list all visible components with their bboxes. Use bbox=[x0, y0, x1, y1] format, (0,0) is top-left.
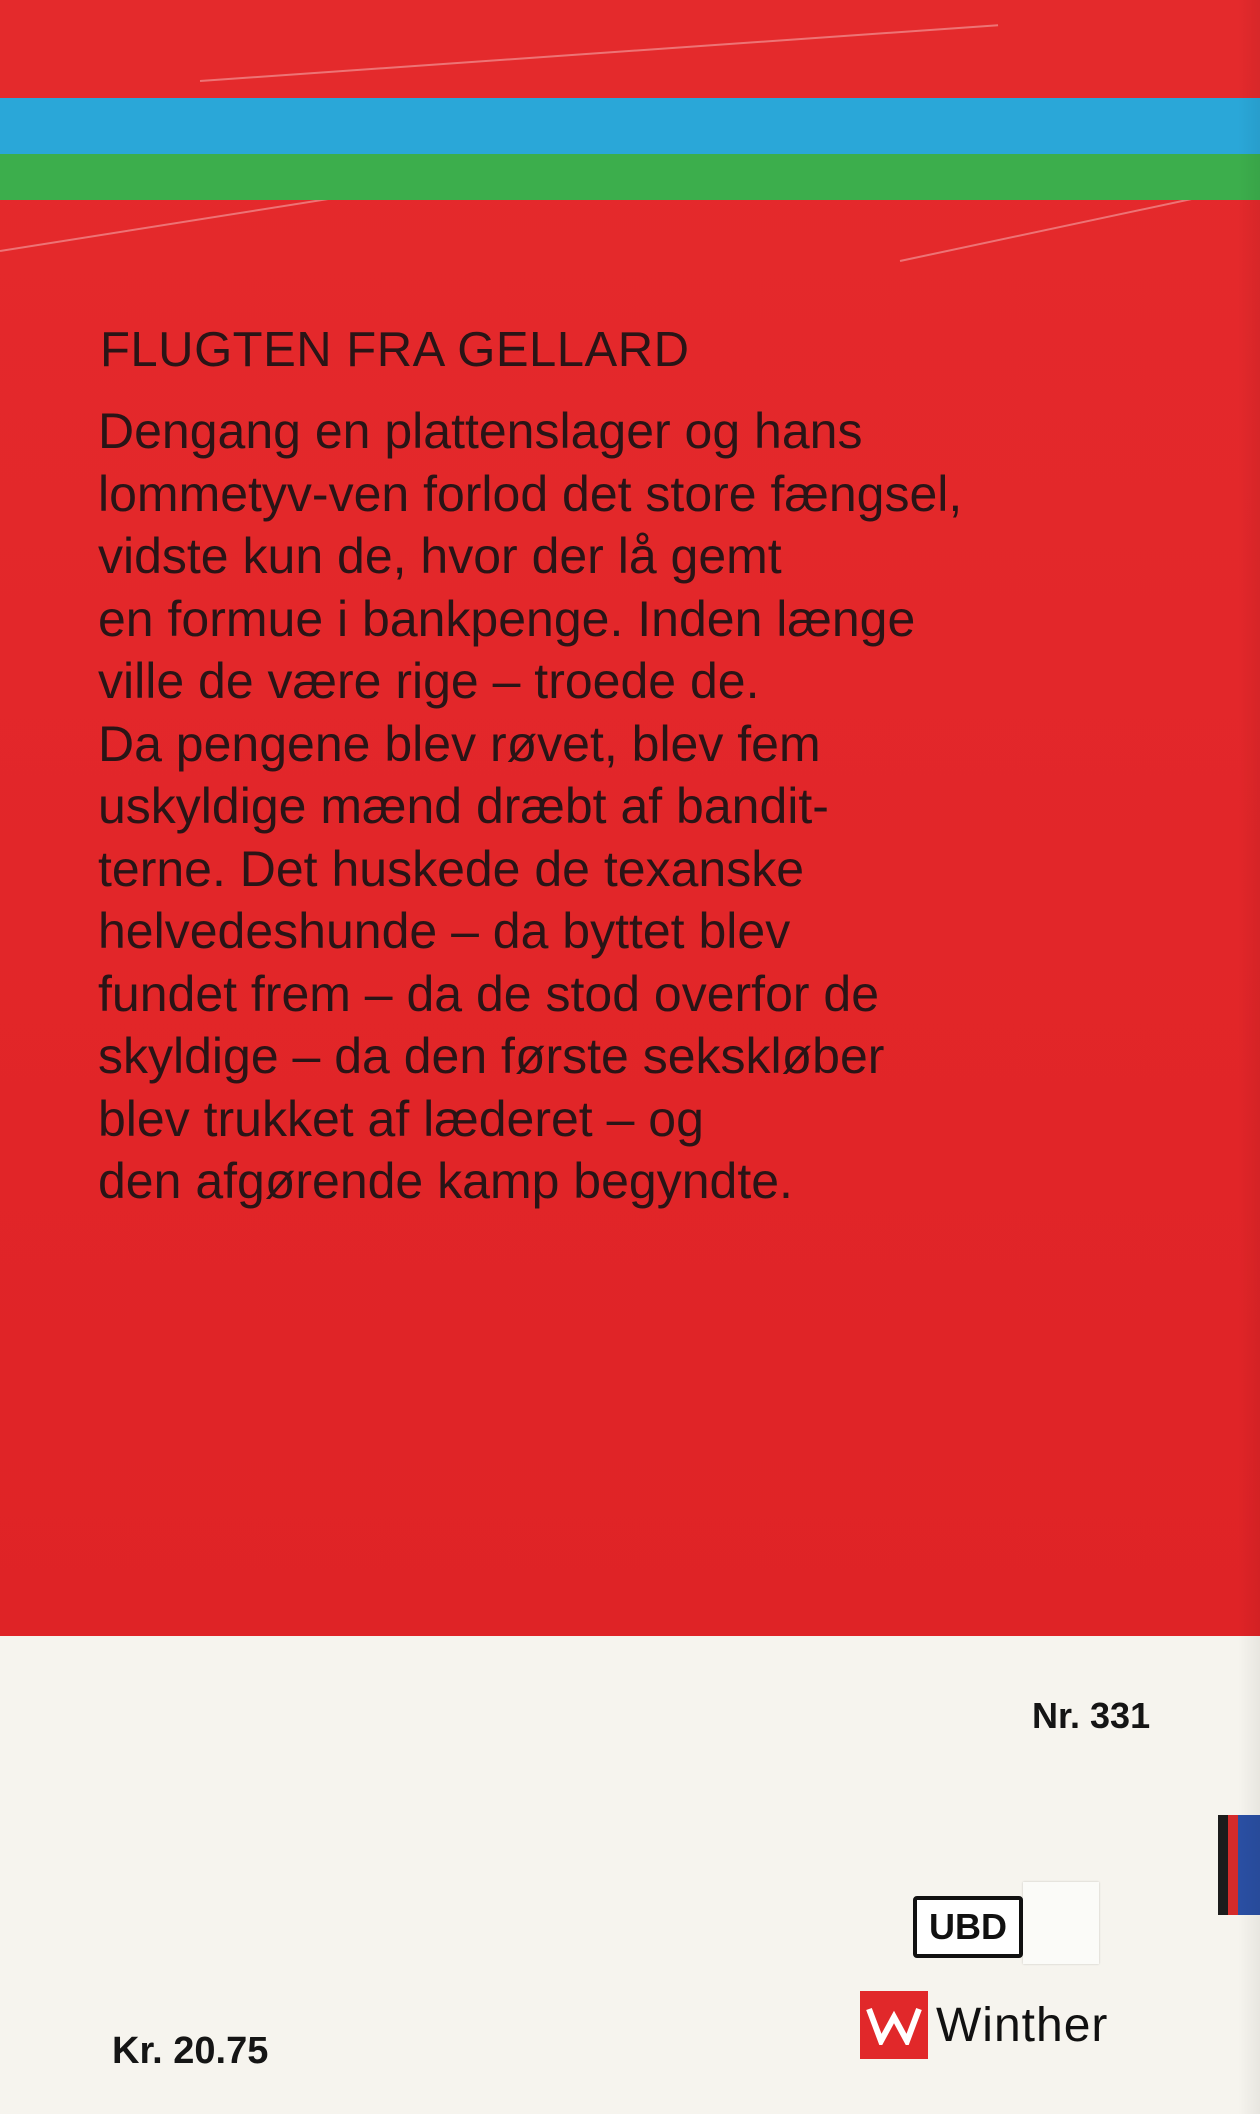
torn-sticker bbox=[1023, 1882, 1099, 1964]
blurb-line: lommetyv-ven forlod det store fængsel, bbox=[98, 465, 963, 522]
crease-line bbox=[200, 24, 998, 82]
green-stripe bbox=[0, 154, 1260, 200]
blue-stripe bbox=[0, 98, 1260, 154]
blurb-line: fundet frem – da de stod overfor de bbox=[98, 965, 880, 1022]
winther-w-logo-icon bbox=[860, 1991, 928, 2059]
blurb-line: ville de være rige – troede de. bbox=[98, 653, 760, 709]
ubd-label-box bbox=[913, 1896, 1023, 1958]
blurb-line: helvedeshunde – da byttet blev bbox=[98, 903, 791, 959]
blurb-line: en formue i bankpenge. Inden længe bbox=[98, 590, 916, 647]
edge-shade bbox=[1238, 0, 1260, 2114]
blurb-line: Da pengene blev røvet, blev fem bbox=[98, 715, 821, 772]
publisher-logo bbox=[860, 1990, 1108, 2060]
issue-number: Nr. 331 bbox=[1032, 1695, 1151, 1736]
price: Kr. 20.75 bbox=[112, 2030, 269, 2072]
book-title: FLUGTEN FRA GELLARD bbox=[100, 323, 690, 377]
blurb-line: Dengang en plattenslager og hans bbox=[98, 403, 863, 459]
blurb-line: blev trukket af læderet – og bbox=[98, 1090, 704, 1147]
blurb-line: den afgørende kamp begyndte. bbox=[98, 1153, 793, 1209]
ubd-label: UBD bbox=[929, 1906, 1007, 1947]
publisher-name: Winther bbox=[936, 1998, 1109, 2052]
blurb-line: skyldige – da den første sekskløber bbox=[98, 1028, 885, 1084]
blurb-text bbox=[98, 400, 1198, 1213]
blurb-line: vidste kun de, hvor der lå gemt bbox=[98, 528, 782, 584]
blurb-line: terne. Det huskede de texanske bbox=[98, 840, 805, 897]
blurb-line: uskyldige mænd dræbt af bandit- bbox=[98, 778, 829, 834]
